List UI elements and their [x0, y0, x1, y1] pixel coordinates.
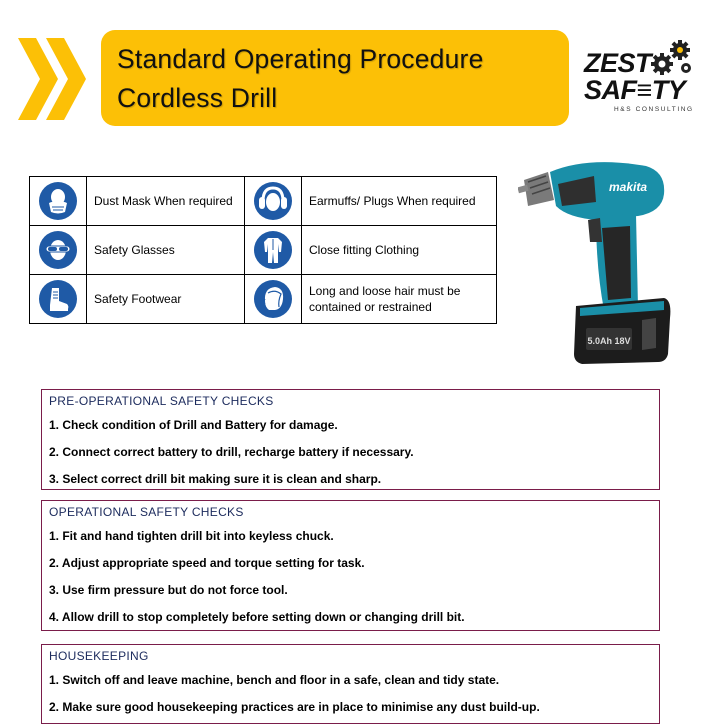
ppe-text: Safety Glasses: [87, 226, 245, 275]
logo-word-safety: SAF≡TY: [584, 75, 686, 105]
page-title: Standard Operating Procedure: [117, 44, 484, 74]
logo-word-zest: ZEST: [584, 48, 652, 78]
ppe-icon-cell: [30, 177, 87, 226]
ppe-row: [30, 226, 497, 275]
ppe-icon-cell: [30, 226, 87, 275]
pre-operational-checks: [41, 389, 660, 490]
coverall-icon: [253, 230, 293, 270]
gears-icon: [648, 38, 694, 78]
check-item: 1. Check condition of Drill and Battery for damage.: [49, 418, 338, 432]
check-item: 1. Fit and hand tighten drill bit into keyless chuck.: [49, 529, 334, 543]
check-item: 3. Select correct drill bit making sure it is clean and sharp.: [49, 472, 382, 486]
title-banner: [101, 30, 569, 126]
section-heading: HOUSEKEEPING: [49, 649, 149, 663]
ppe-icon-cell: [245, 226, 302, 275]
drill-brand: makita: [608, 180, 648, 194]
hair-net-icon: [253, 279, 293, 319]
ppe-table: [29, 176, 497, 324]
ppe-row: [30, 177, 497, 226]
ppe-text: Safety Footwear: [87, 275, 245, 324]
check-item: 1. Switch off and leave machine, bench and floor in a safe, clean and tidy state.: [49, 673, 500, 687]
safety-boot-icon: [38, 279, 78, 319]
check-item: 2. Make sure good housekeeping practices are in place to minimise any dust build-up.: [49, 700, 540, 714]
ppe-icon-cell: [245, 275, 302, 324]
ppe-text: Dust Mask When required: [87, 177, 245, 226]
check-item: 2. Connect correct battery to drill, recharge battery if necessary.: [49, 445, 414, 459]
section-heading: PRE-OPERATIONAL SAFETY CHECKS: [49, 394, 274, 408]
ppe-icon-cell: [245, 177, 302, 226]
check-item: 2. Adjust appropriate speed and torque setting for task.: [49, 556, 365, 570]
check-item: 4. Allow drill to stop completely before setting down or changing drill bit.: [49, 610, 465, 624]
logo-subtitle: H&S CONSULTING: [614, 106, 694, 113]
battery-label: 5.0Ah 18V: [587, 336, 631, 346]
safety-glasses-icon: [38, 230, 78, 270]
company-logo: [584, 38, 699, 118]
ppe-text: Close fitting Clothing: [302, 226, 497, 275]
ppe-icon-cell: [30, 275, 87, 324]
page-subtitle: Cordless Drill: [117, 83, 278, 113]
section-heading: OPERATIONAL SAFETY CHECKS: [49, 505, 244, 519]
ppe-row: [30, 275, 497, 324]
ppe-text: Earmuffs/ Plugs When required: [302, 177, 497, 226]
ppe-text: Long and loose hair must be contained or restrained: [302, 275, 497, 324]
cordless-drill-image: [518, 158, 678, 368]
check-item: 3. Use firm pressure but do not force tool.: [49, 583, 288, 597]
operational-checks: [41, 500, 660, 631]
earmuffs-icon: [253, 181, 293, 221]
chevron-arrows-icon: [18, 38, 100, 120]
dust-mask-icon: [38, 181, 78, 221]
housekeeping-checks: [41, 644, 660, 724]
